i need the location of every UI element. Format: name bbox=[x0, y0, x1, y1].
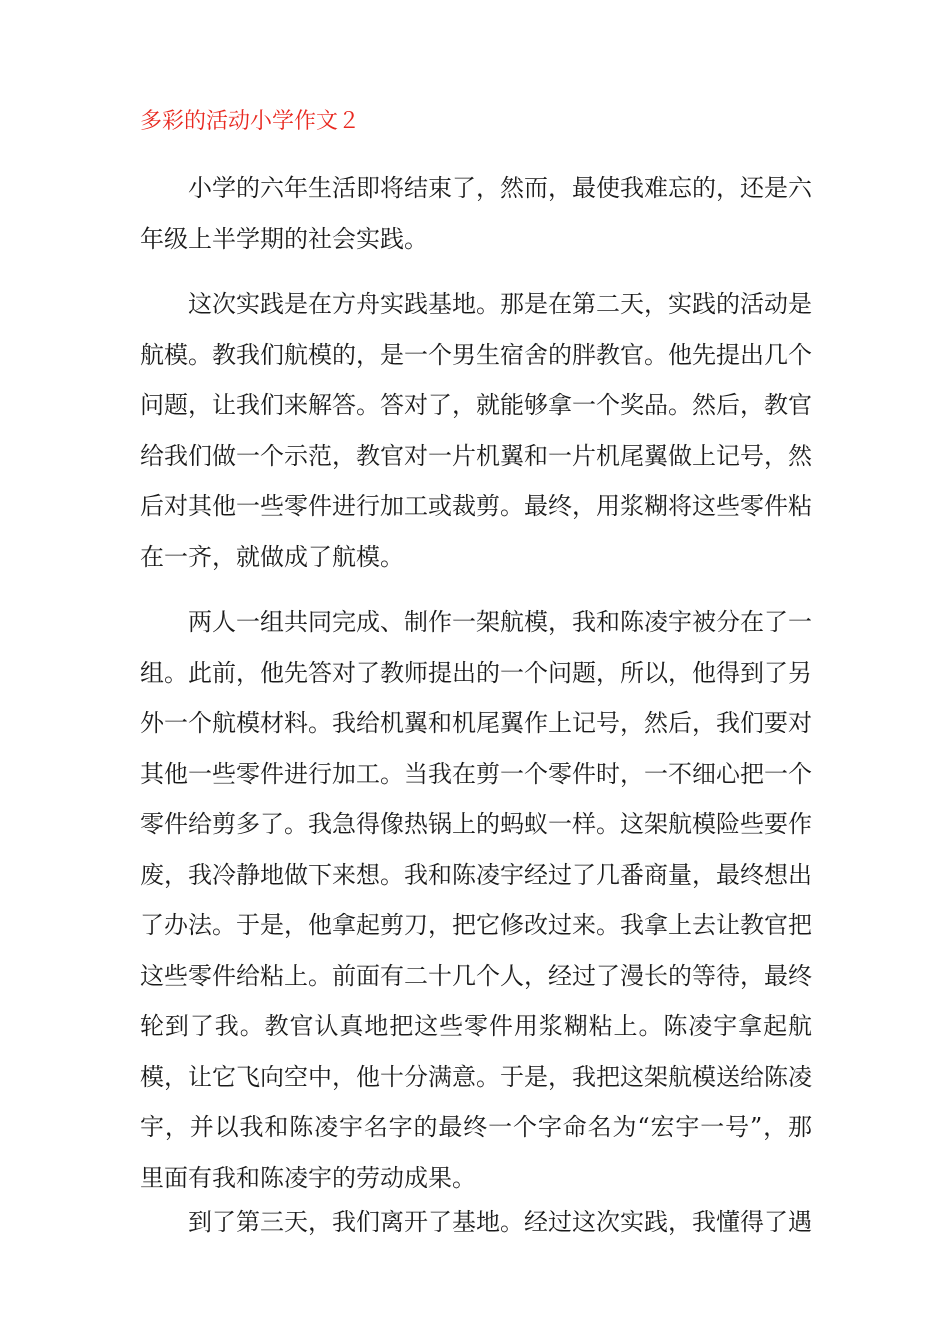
paragraph-1: 小学的六年生活即将结束了，然而，最使我难忘的，还是六年级上半学期的社会实践。 bbox=[140, 174, 812, 253]
paragraph-4: 到了第三天，我们离开了基地。经过这次实践，我懂得了遇 bbox=[188, 1208, 812, 1236]
paragraph-3: 两人一组共同完成、制作一架航模，我和陈凌宇被分在了一组。此前，他先答对了教师提出的一个问题，所以，他得到了另外一个航模材料。我给机翼和机尾翼作上记号，然后，我们要对其他一些零件进行加工。当我在剪一个零件时，一不细心把一个零件给剪多了。我急得像热锅上的蚂蚁一样。这架航模险些要作废，我冷静地做下来想。我和陈凌宇经过了几番商量，最终想出了办法。于是，他拿起剪刀，把它修改过来。我拿上去让教官把这些零件给粘上。前面有二十几个人，经过了漫长的等待，最终轮到了我。教官认真地把这些零件用浆糊粘上。陈凌宇拿起航模，让它飞向空中，他十分满意。于是，我把这架航模送给陈凌宇，并以我和陈凌宇名字的最终一个字命名为“宏宇一号”，那里面有我和陈凌宇的劳动成果。 bbox=[140, 608, 812, 1192]
paragraph-2: 这次实践是在方舟实践基地。那是在第二天，实践的活动是航模。教我们航模的，是一个男生宿舍的胖教官。他先提出几个问题，让我们来解答。答对了，就能够拿一个奖品。然后，教官给我们做一个示范，教官对一片机翼和一片机尾翼做上记号，然后对其他一些零件进行加工或裁剪。最终，用浆糊将这些零件粘在一齐，就做成了航模。 bbox=[140, 290, 812, 571]
document-title: 多彩的活动小学作文２ bbox=[140, 109, 361, 134]
